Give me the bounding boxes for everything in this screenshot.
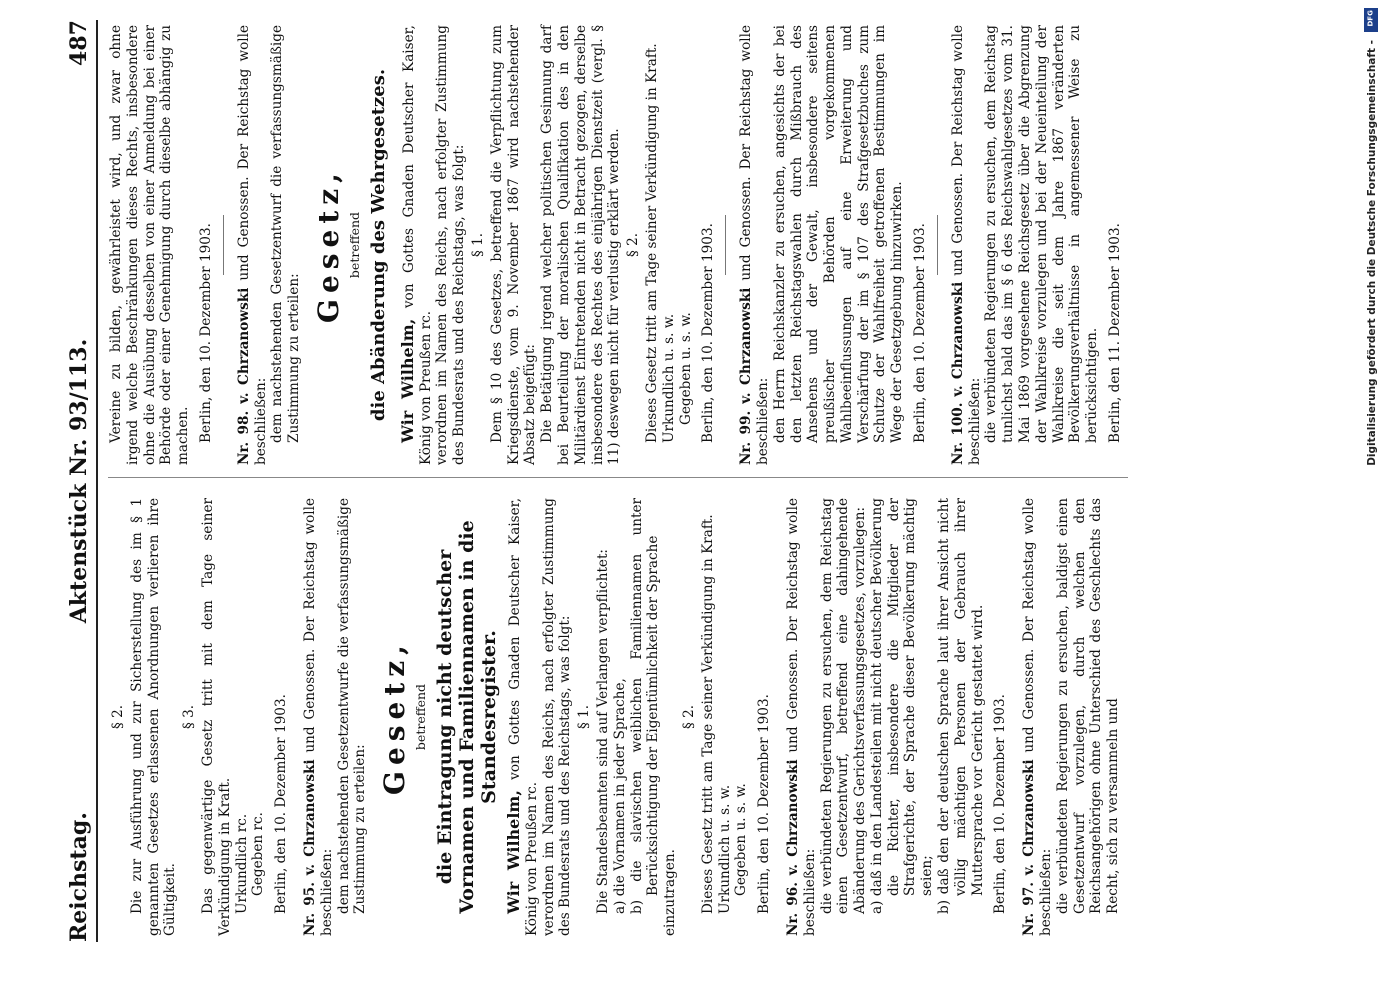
motion-entry: [1021, 498, 1055, 936]
paragraph: verordnen im Namen des Reichs, nach erfolgter Zustimmung des Bundesrats und des Reichstags, was folgt:: [540, 498, 574, 936]
section-heading: § 1.: [576, 704, 593, 730]
section-heading: § 3.: [181, 704, 198, 730]
date-line: Berlin, den 11. Dezember 1903.: [1107, 223, 1124, 443]
motion-number: Nr. 95.: [301, 882, 318, 936]
paragraph: Dieses Gesetz tritt am Tage seiner Verkündigung in Kraft.: [699, 514, 716, 914]
date-line: Berlin, den 10. Dezember 1903.: [912, 223, 929, 443]
header-title: Aktenstück Nr. 93/113.: [66, 338, 92, 624]
motion-text: und Genossen. Der Reichstag wolle beschließen:: [235, 25, 269, 465]
paragraph: verordnen im Namen des Reichs, nach erfolgter Zustimmung des Bundesrats und des Reichstags, was folgt:: [434, 25, 468, 465]
indented-paragraph: dem nachstehenden Gesetzentwurf die verfassungsmäßige Zustimmung zu erteilen:: [269, 25, 303, 443]
motion-entry: [785, 498, 819, 936]
motion-author: v. Chrzanowski: [949, 281, 966, 397]
paragraph: Dieses Gesetz tritt am Tage seiner Verkündigung in Kraft.: [643, 43, 660, 443]
motion-entry: [302, 498, 336, 936]
separator-rule: [223, 215, 224, 275]
indented-paragraph: dem nachstehenden Gesetzentwurfe die verfassungsmäßige Zustimmung zu erteilen:: [335, 498, 369, 914]
section-heading: § 2.: [625, 232, 642, 258]
motion-text: und Genossen. Der Reichstag wolle beschließen:: [738, 25, 771, 465]
motion-entry: [738, 25, 772, 465]
motion-author: v. Chrzanowski: [301, 759, 318, 876]
indented-paragraph: die verbündeten Regierungen zu ersuchen, dem Reichstag einen Gesetzentwurf, betreffend eine dahingehende Abänderung des Gerichtsverfassungsgesetzes, vorzulegen:: [818, 498, 869, 914]
motion-number: Nr. 97.: [1021, 882, 1038, 936]
motion-author: v. Chrzanowski: [784, 759, 801, 876]
law-title: die Abänderung des Wehrgesetzes.: [367, 68, 389, 422]
list-item: a) daß in den Landesteilen mit nicht deutscher Bevölkerung die Richter, insbesondere die Mitglieder der Strafgerichte, der Sprache dieser Bevölkerung mächtig seien;: [868, 498, 936, 914]
motion-entry: [236, 25, 270, 465]
paragraph: einzutragen.: [662, 849, 679, 936]
paragraph: Die zur Ausführung und zur Sicherstellung des im § 1 genannten Gesetzes erlassenen Anordnungen verlieren ihre Gültigkeit.: [128, 498, 179, 936]
preamble-text: von Gottes Gnaden Deutscher Kaiser, König von Preußen rc.: [506, 497, 540, 936]
separator-rule: [937, 215, 938, 275]
indented-paragraph: den Herrn Reichskanzler zu ersuchen, angesichts der bei den letzten Reichstagswahlen durch Mißbrauch des Ansehens und der Gewalt, insbesondere seitens preußischer Behörden vorgekommenen Wahlbeeinflussungen auf eine Erweiterung und Verschärfung der im § 107 des Strafgesetzbuches zum Schutze der Wahlfreiheit getroffenen Bestimmungen im Wege der Gesetzgebung hinzuwirken.: [771, 25, 906, 443]
separator-rule: [725, 215, 726, 275]
indented-paragraph: die verbündeten Regierungen zu ersuchen, dem Reichstag tunlichst bald das im § 6 des Reichswahlgesetzes vom 31. Mai 1869 vorgesehene Reichsgesetz über die Abgrenzung der Wahlkreise vorzulegen und bei der Neueinteilung der Wahlkreise die seit dem Jahre 1867 veränderten Bevölkerungsverhältnisse in angemessener Weise zu berücksichtigen.: [983, 25, 1101, 443]
date-line: Berlin, den 10. Dezember 1903.: [700, 223, 717, 443]
digitization-credit: Digitalisierung gefördert durch die Deutsche Forschungsgemeinschaft -: [1366, 40, 1378, 466]
preamble-text: von Gottes Gnaden Deutscher Kaiser, König von Preußen rc.: [400, 24, 434, 465]
motion-text: und Genossen. Der Reichstag wolle beschließen:: [784, 498, 818, 936]
date-line: Berlin, den 10. Dezember 1903.: [756, 694, 773, 914]
motion-text: und Genossen. Der Reichstag wolle beschließen:: [1021, 498, 1055, 936]
preamble: [503, 497, 541, 936]
header-left: Reichstag.: [66, 812, 92, 942]
dfg-logo: DFG: [1364, 8, 1378, 32]
right-column: [108, 25, 1128, 478]
date-line: Berlin, den 10. Dezember 1903.: [992, 694, 1009, 914]
motion-entry: [950, 25, 984, 465]
motion-number: Nr. 96.: [784, 882, 801, 936]
paragraph: Die Betätigung irgend welcher politischen Gesinnung darf bei Beurteilung der moralischen Qualifikation des in den Militärdienst Eintretenden nicht in Betracht gezogen, derselbe insbesondere des Rechtes des einjährigen Dienstzeit (vergl. § 11) deswegen nicht für verlustig erklärt werden.: [539, 25, 623, 465]
law-heading: Gesetz,: [311, 167, 345, 323]
signature-line: Gegeben u. s. w.: [677, 312, 694, 425]
law-subheading: betreffend: [413, 683, 429, 751]
section-heading: § 1.: [469, 232, 486, 258]
motion-number: Nr. 98.: [235, 410, 252, 465]
paragraph: Das gegenwärtige Gesetz tritt mit dem Tage seiner Verkündigung in Kraft.: [199, 498, 233, 936]
paragraph: Vereine zu bilden, gewährleistet wird, und zwar ohne irgend welche Beschränkungen dieses Rechts, insbesondere ohne die Ausübung desselben von einer Anmeldung bei einer Behörde oder einer Genehmigung durch dieselbe abhängig zu machen.: [108, 25, 192, 465]
motion-author: v. Chrzanowski: [738, 287, 755, 404]
date-line: Berlin, den 10. Dezember 1903.: [197, 223, 214, 443]
motion-author: v. Chrzanowski: [235, 287, 252, 404]
section-heading: § 2.: [110, 704, 126, 730]
paragraph: Die Standesbeamten sind auf Verlangen verpflichtet:: [594, 548, 611, 914]
signature-line: Gegeben u. s. w.: [733, 783, 750, 896]
preamble: [397, 24, 435, 465]
sovereign-name: Wir Wilhelm,: [397, 318, 417, 443]
list-item: a) die Vornamen in jeder Sprache,: [611, 678, 628, 914]
indented-paragraph: die verbündeten Regierungen zu ersuchen, baldigst einen Gesetzentwurf vorzulegen, durch welchen den Reichsangehörigen ohne Unterschied des Geschlechts das Recht, sich zu versammeln und: [1054, 498, 1122, 914]
sovereign-name: Wir Wilhelm,: [503, 790, 523, 914]
motion-author: v. Chrzanowski: [1021, 759, 1038, 876]
law-subheading: betreffend: [346, 211, 362, 279]
law-title: die Eintragung nicht deutscher Vornamen und Familiennamen in die Standesregister.: [433, 520, 500, 914]
page-header: [66, 20, 98, 942]
paragraph: Dem § 10 des Gesetzes, betreffend die Verpflichtung zum Kriegsdienste, vom 9. November 1867 wird nachstehender Absatz beigefügt:: [488, 25, 539, 465]
law-heading: Gesetz,: [378, 639, 412, 795]
left-column: [108, 498, 1122, 936]
motion-number: Nr. 99.: [738, 410, 755, 465]
date-line: Berlin, den 10. Dezember 1903.: [273, 694, 290, 914]
signature-line: Urkundlich u. s. w.: [716, 784, 733, 914]
signature-line: Urkundlich u. s. w.: [660, 313, 677, 443]
motion-text: und Genossen. Der Reichstag wolle beschließen:: [301, 498, 335, 936]
signature-line: Gegeben rc.: [250, 812, 267, 896]
list-item: b) daß den der deutschen Sprache laut ihrer Ansicht nicht völlig mächtigen Personen der Gebrauch ihrer Muttersprache vor Gericht gestattet wird.: [936, 498, 986, 914]
section-heading: § 2.: [680, 704, 697, 730]
signature-line: Urkundlich rc.: [233, 813, 250, 914]
motion-text: und Genossen. Der Reichstag wolle beschließen:: [949, 25, 983, 465]
list-item: b) die slavischen weiblichen Familiennamen unter Berücksichtigung der Eigentümlichkeit der Sprache: [628, 498, 662, 914]
page-number: 487: [66, 20, 92, 66]
motion-number: Nr. 100.: [949, 402, 966, 465]
